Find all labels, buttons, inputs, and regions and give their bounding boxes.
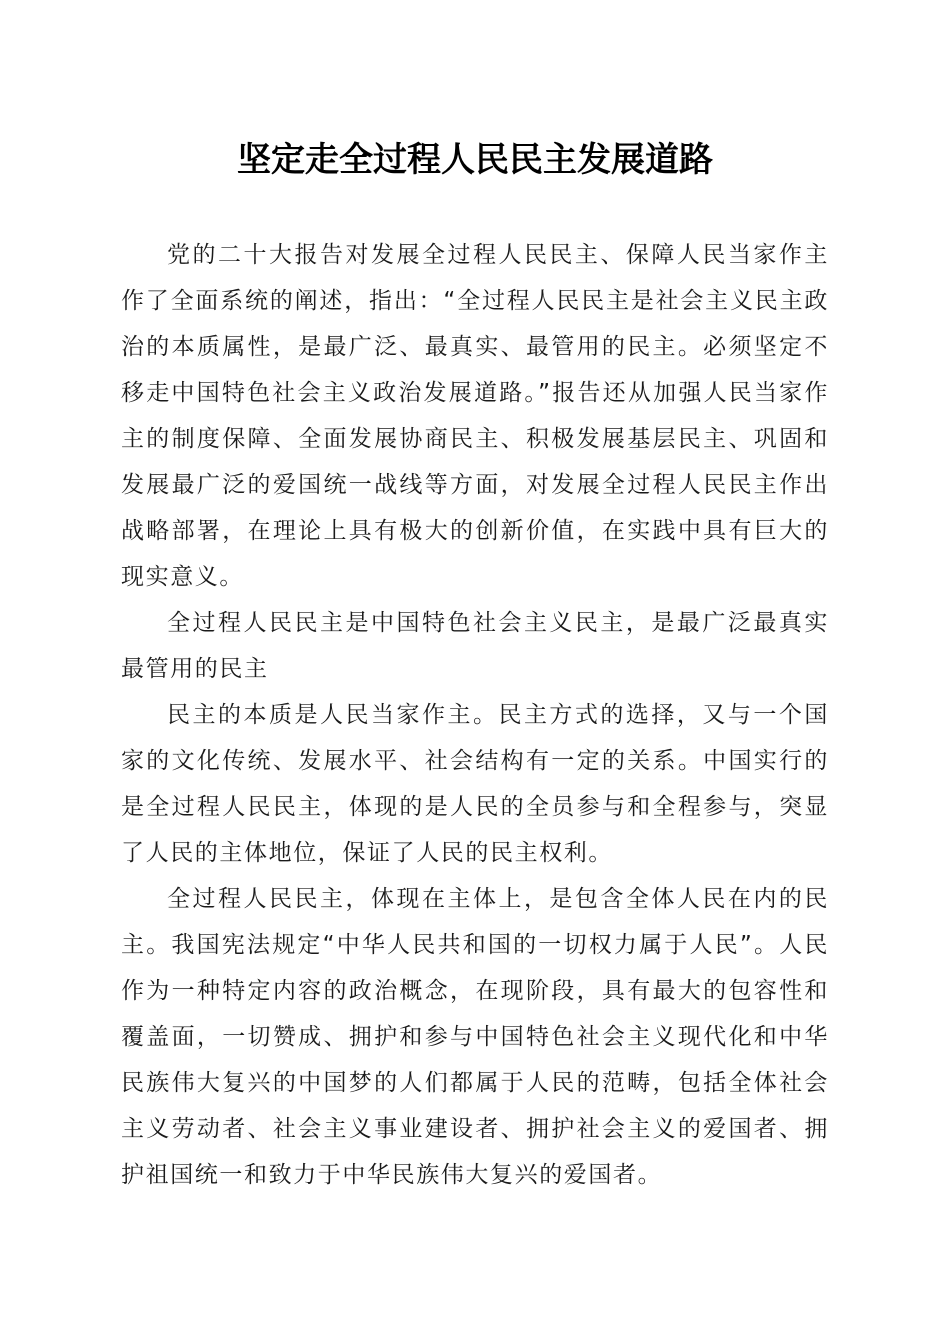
- paragraph-1: 党的二十大报告对发展全过程人民民主、保障人民当家作主作了全面系统的阐述，指出：“全过程人民民主是社会主义民主政治的本质属性，是最广泛、最真实、最管用的民主。必须坚定不移走中国特色社会主义政治发展道路。”报告还从加强人民当家作主的制度保障、全面发展协商民主、积极发展基层民主、巩固和发展最广泛的爱国统一战线等方面，对发展全过程人民民主作出战略部署，在理论上具有极大的创新价值，在实践中具有巨大的现实意义。: [121, 242, 829, 590]
- paragraph-2-subheading: 全过程人民民主是中国特色社会主义民主，是最广泛最真实最管用的民主: [121, 610, 829, 682]
- paragraph-3: 民主的本质是人民当家作主。民主方式的选择，又与一个国家的文化传统、发展水平、社会结构有一定的关系。中国实行的是全过程人民民主，体现的是人民的全员参与和全程参与，突显了人民的主体地位，保证了人民的民主权利。: [121, 702, 829, 866]
- article-body: [121, 232, 829, 1198]
- page-title: 坚定走全过程人民民主发展道路: [237, 140, 713, 180]
- paragraph-4: 全过程人民民主，体现在主体上，是包含全体人民在内的民主。我国宪法规定“中华人民共和国的一切权力属于人民”。人民作为一种特定内容的政治概念，在现阶段，具有最大的包容性和覆盖面，一切赞成、拥护和参与中国特色社会主义现代化和中华民族伟大复兴的中国梦的人们都属于人民的范畴，包括全体社会主义劳动者、社会主义事业建设者、拥护社会主义的爱国者、拥护祖国统一和致力于中华民族伟大复兴的爱国者。: [121, 886, 829, 1188]
